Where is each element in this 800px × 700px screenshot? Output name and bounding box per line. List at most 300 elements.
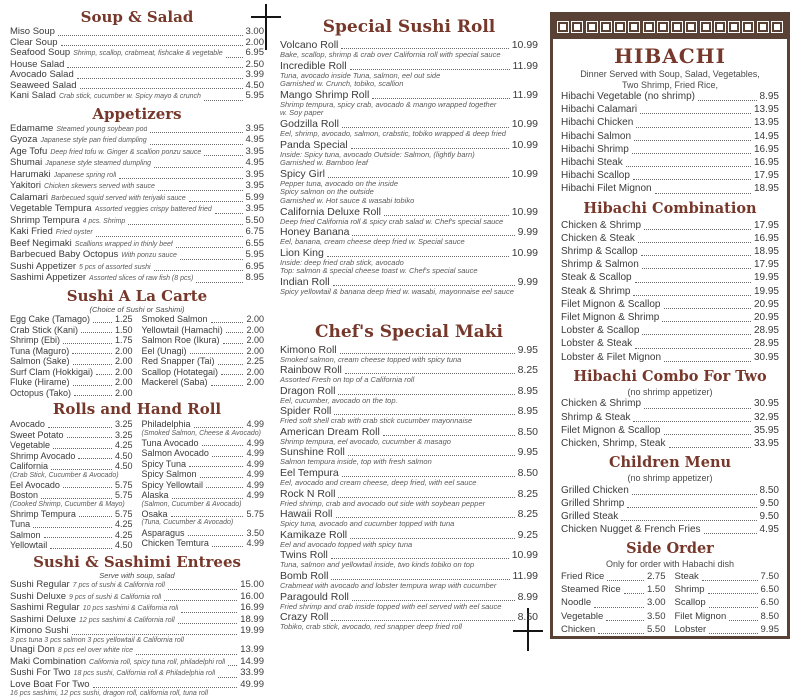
section-items (10, 580, 264, 698)
menu-item-row (142, 490, 265, 501)
leader-dots (73, 385, 112, 386)
leader-dots (81, 332, 112, 333)
item-price: 7.50 (760, 570, 779, 582)
menu-item-row (561, 484, 779, 497)
item-name: California (10, 461, 49, 471)
leader-dots (200, 477, 244, 478)
item-name: Rainbow Roll (280, 364, 342, 377)
menu-item-row (561, 285, 779, 298)
menu-item-row (10, 540, 133, 551)
item-desc-line: Shrimp tempura, eel avocado, cucumber & masago (280, 436, 451, 446)
item-name: Grilled Shrimp (561, 497, 625, 509)
left-column (10, 6, 264, 700)
item-name: Bomb Roll (280, 570, 329, 583)
item-name: Chicken (561, 623, 596, 635)
item-name: Gyoza (10, 134, 38, 145)
leader-dots (641, 255, 751, 256)
item-inline-desc: 9 pcs of sushi & California roll (68, 593, 162, 601)
item-price: 8.25 (517, 487, 538, 500)
item-price: 4.99 (246, 538, 264, 549)
menu-item-row (142, 448, 265, 459)
item-desc-line: Fried soft shell crab with crab stick cucumber mayonnaise (280, 416, 473, 426)
leader-dots (334, 414, 514, 415)
leader-dots (128, 224, 242, 225)
menu-item-row (280, 139, 538, 151)
item-name: Hawaii Roll (280, 508, 333, 521)
item-desc-line: 16 pcs sashimi, 12 pcs sushi, dragon roll, california roll, tuna roll (10, 690, 209, 698)
item-name: Mackerel (Saba) (141, 377, 208, 387)
item-inline-desc: Assorted slices of raw fish (8 pcs) (89, 275, 194, 282)
section-items (561, 484, 779, 537)
leader-dots (188, 535, 244, 536)
item-inline-desc: Scallions wrapped in thinly beef (74, 240, 173, 248)
leader-dots (655, 193, 751, 194)
item-name: Honey Banana (280, 226, 350, 239)
item-name: Vegetable (561, 610, 604, 622)
leader-dots (189, 466, 243, 467)
leader-dots (180, 259, 243, 260)
item-name: Vegetable Tempura (10, 203, 92, 214)
item-price: 8.95 (517, 405, 538, 418)
item-name: American Dream Roll (280, 425, 380, 438)
leader-dots (221, 374, 243, 375)
leader-dots (226, 332, 244, 333)
menu-item-row (10, 530, 133, 541)
item-price: 4.50 (114, 540, 133, 551)
menu-item-row (561, 324, 779, 337)
menu-item-row (561, 219, 779, 232)
leader-dots (333, 285, 515, 286)
menu-item-row (10, 440, 133, 451)
leader-dots (635, 282, 751, 283)
leader-dots (206, 487, 243, 488)
item-inline-desc: Deep fried tofu w. Ginger & scallion ponzu sauce (50, 148, 202, 156)
item-price: 3.95 (245, 168, 264, 180)
leader-dots (350, 69, 510, 70)
item-name: Twins Roll (280, 549, 328, 562)
item-price: 9.99 (517, 226, 538, 239)
menu-item-row (10, 27, 264, 38)
item-price: 2.50 (245, 58, 264, 70)
item-price: 8.50 (517, 611, 538, 624)
ornament-square-icon (614, 21, 626, 33)
item-price: 3.50 (246, 527, 264, 538)
menu-item-row (675, 583, 780, 596)
menu-item-row (561, 351, 779, 364)
item-price: 9.95 (517, 343, 538, 356)
leader-dots (594, 607, 644, 608)
menu-item-row (675, 610, 780, 623)
item-name: Godzilla Roll (280, 117, 339, 130)
leader-dots (211, 385, 244, 386)
section-title: Hibachi Combination (583, 199, 757, 217)
menu-item-row (561, 103, 779, 116)
leader-dots (338, 497, 514, 498)
item-name: Yakitori (10, 180, 41, 191)
leader-dots (336, 517, 515, 518)
menu-section (561, 200, 779, 364)
item-name: Kaki Fried (10, 226, 53, 237)
menu-item-row (142, 528, 265, 539)
item-name: Age Tofu (10, 145, 48, 157)
item-price: 2.00 (114, 356, 133, 366)
menu-item-row (561, 337, 779, 350)
item-price: 9.50 (759, 511, 779, 523)
item-name: Grilled Steak (561, 511, 619, 523)
item-name: Edamame (10, 122, 54, 134)
menu-section (561, 454, 779, 536)
item-price: 8.95 (759, 91, 779, 102)
item-name: Egg Cake (Tamago) (10, 314, 91, 324)
item-desc-line: Inside: deep fried crab stick, avocado (280, 257, 404, 267)
item-price: 20.95 (753, 312, 779, 324)
item-price: 4.95 (245, 157, 264, 168)
leader-dots (63, 487, 112, 488)
item-inline-desc: Crab stick, cucumber w. Spicy mayo & crunch (58, 93, 201, 100)
item-name: Hibachi Shrimp (561, 143, 629, 155)
leader-dots (328, 177, 509, 178)
menu-item-row (561, 397, 779, 410)
menu-section (10, 9, 264, 103)
leader-dots (702, 580, 758, 581)
item-inline-desc: 5 pcs of assorted sushi (79, 263, 151, 271)
leader-dots (664, 308, 751, 309)
ornament-square-icon (700, 21, 712, 33)
item-name: Kimono Sushi (10, 625, 69, 637)
item-name: Fried Rice (561, 570, 605, 582)
item-price: 16.95 (753, 143, 779, 155)
ornament-square-icon (557, 21, 569, 33)
item-inline-desc: 10 pcs sashimi & California roll (82, 605, 179, 613)
section-title: Appetizers (92, 104, 182, 123)
item-name: Hibachi Steak (561, 157, 623, 169)
menu-item-row (561, 570, 666, 583)
leader-dots (41, 498, 112, 499)
item-price: 10.99 (511, 117, 538, 130)
leader-dots (662, 321, 751, 322)
menu-section (10, 554, 264, 698)
menu-item-row (10, 158, 264, 170)
item-name: Eel Avocado (10, 479, 60, 490)
item-inline-desc: Fried oyster (55, 229, 93, 236)
item-price: 2.00 (246, 366, 264, 377)
item-desc-line: Tuna, avocado inside Tuna, salmon, eel out side (280, 70, 441, 80)
item-price: 9.95 (517, 446, 538, 459)
leader-dots (664, 361, 751, 362)
menu-item-row (10, 519, 133, 530)
leader-dots (168, 589, 237, 590)
item-price: 10.99 (511, 246, 538, 259)
item-price: 6.50 (760, 584, 779, 596)
ornament-square-icon (742, 21, 754, 33)
item-name: Shrimp Avocado (10, 450, 76, 461)
leader-dots (96, 374, 112, 375)
item-inline-desc: Assorted veggies crispy battered fried (94, 206, 212, 213)
item-name: Filet Mignon & Scallop (561, 424, 661, 436)
menu-item-row (280, 488, 538, 500)
section-title: Side Order (626, 540, 714, 558)
menu-item-row (561, 130, 779, 143)
item-name: Hibachi Salmon (561, 130, 632, 142)
item-desc-line: Inside: Spicy tuna, avocado Outside: Salmon, (lightly barn) (280, 149, 475, 159)
item-name: Eel (Unagi) (141, 345, 187, 356)
item-desc-line: Eel, cucumber, avocado on the top. (280, 395, 398, 405)
leader-dots (190, 353, 244, 354)
item-name: Volcano Roll (280, 39, 339, 51)
item-price: 3.25 (114, 429, 133, 440)
leader-dots (67, 67, 242, 68)
item-price: 5.99 (245, 191, 264, 203)
item-price: 4.25 (114, 519, 133, 530)
leader-dots (211, 322, 244, 323)
item-name: Rock N Roll (280, 487, 336, 500)
item-name: Steak & Shrimp (561, 285, 631, 297)
ornament-square-icon (643, 21, 655, 33)
item-price: 2.00 (114, 387, 133, 398)
item-price: 4.50 (114, 461, 133, 471)
menu-item-row (561, 596, 666, 609)
section-column (142, 419, 265, 551)
leader-dots (63, 343, 112, 344)
leader-dots (226, 57, 243, 58)
section-column (675, 570, 780, 636)
item-desc-line: (Cooked Shrimp, Cucumber & Mayo) (10, 500, 125, 508)
item-price: 2.00 (246, 324, 264, 335)
leader-dots (72, 353, 112, 354)
menu-item-row (561, 510, 779, 523)
item-name: Filet Mignon (674, 610, 727, 622)
item-price: 4.50 (245, 79, 264, 91)
item-name: Incredible Roll (280, 59, 347, 72)
leader-dots (626, 166, 751, 167)
menu-item-row (10, 346, 133, 357)
item-price: 2.00 (245, 36, 264, 48)
menu-item-row (10, 335, 133, 346)
item-name: Salmon Avocado (141, 448, 209, 459)
leader-dots (331, 558, 509, 559)
item-name: Spider Roll (280, 405, 332, 418)
leader-dots (606, 620, 644, 621)
section-title: Rolls and Hand Roll (52, 400, 222, 418)
item-price: 3.50 (647, 610, 666, 622)
leader-dots (74, 395, 112, 396)
menu-item-row (561, 245, 779, 258)
item-price: 4.95 (759, 524, 779, 536)
section-subtitle: (no shrimp appetizer) (627, 386, 713, 397)
item-desc-line: Fried shrimp and crab inside topped with eel served with eel sauce (280, 601, 502, 611)
item-price: 2.00 (114, 366, 133, 377)
section-title: Children Menu (608, 454, 732, 472)
item-inline-desc: Japanese style pan fried dumpling (40, 137, 147, 144)
menu-item-row (561, 298, 779, 311)
menu-item-row (561, 90, 779, 103)
leader-dots (80, 88, 243, 89)
item-name: Seaweed Salad (10, 79, 77, 91)
item-name: Kani Salad (10, 90, 56, 101)
item-desc-line: Assorted Fresh on top of a California roll (280, 375, 415, 385)
section-title: Hibachi Combo For Two (573, 367, 767, 385)
item-name: Kamikaze Roll (280, 528, 348, 541)
item-price: 5.75 (114, 490, 133, 501)
menu-item-row (142, 459, 265, 470)
leader-dots (189, 201, 243, 202)
menu-item-row (561, 523, 779, 536)
item-name: Sashimi Regular (10, 602, 80, 614)
item-name: Sweet Potato (10, 429, 64, 440)
item-price: 28.95 (753, 325, 779, 337)
leader-dots (93, 322, 112, 323)
menu-item-row (10, 48, 264, 60)
leader-dots (607, 580, 644, 581)
leader-dots (669, 447, 751, 448)
menu-item-row (10, 227, 264, 239)
item-name: Miso Soup (10, 26, 55, 37)
item-price: 30.95 (753, 398, 779, 410)
item-name: Spicy Tuna (141, 458, 187, 469)
section-title: Special Sushi Roll (322, 17, 496, 37)
section-subtitle: Dinner Served with Soup, Salad, Vegetables, (580, 69, 760, 79)
item-price: 8.50 (759, 484, 779, 496)
item-price: 8.25 (517, 508, 538, 521)
item-name: Lobster & Filet Mignon (561, 351, 662, 363)
leader-dots (79, 516, 112, 517)
leader-dots (58, 35, 243, 36)
ornament-square-icon (757, 21, 769, 33)
ornament-square-icon (571, 21, 583, 33)
section-title: Soup & Salad (80, 8, 194, 26)
leader-dots (350, 538, 514, 539)
item-price: 8.25 (517, 364, 538, 377)
item-price: 3.25 (114, 419, 133, 429)
menu-item-row (10, 367, 133, 378)
section-title: Sushi A La Carte (66, 286, 208, 305)
item-name: Crab Stick (Kani) (10, 324, 79, 335)
menu-item-row (10, 135, 264, 147)
item-name: Hibachi Vegetable (no shrimp) (561, 91, 695, 102)
leader-dots (96, 236, 243, 237)
item-price: 8.50 (517, 425, 538, 438)
item-name: Beef Negimaki (10, 237, 72, 249)
leader-dots (342, 476, 515, 477)
leader-dots (708, 593, 758, 594)
menu-item-row (10, 91, 264, 103)
item-desc-line: Top: salmon & special cheese toast w. Chef's special sauce (280, 266, 478, 276)
item-desc-line: Salmon tempura inside, top with fresh salmon (280, 457, 432, 467)
item-name: Scallop (674, 597, 706, 609)
item-name: Steak (674, 570, 699, 582)
leader-dots (331, 620, 514, 621)
item-price: 16.00 (240, 590, 264, 602)
item-price: 10.99 (511, 167, 538, 180)
menu-item-row (142, 538, 265, 549)
item-desc-line: Pepper tuna, avocado on the inside (280, 178, 399, 188)
menu-item-row (10, 70, 264, 81)
item-name: Shrimp & Salmon (561, 259, 639, 271)
menu-item-row (10, 314, 133, 325)
item-name: Lobster & Steak (561, 338, 633, 350)
section-subtitle: Two Shrimp, Fried Rice, (621, 79, 719, 90)
item-price: 3.95 (245, 203, 264, 214)
item-price: 9.99 (517, 275, 538, 288)
item-price: 4.99 (246, 490, 264, 501)
item-price: 16.95 (753, 157, 779, 169)
item-price: 13.95 (753, 104, 779, 116)
leader-dots (158, 190, 243, 191)
item-price: 4.99 (246, 419, 264, 429)
menu-item-row (675, 623, 780, 636)
leader-dots (204, 155, 242, 156)
leader-dots (633, 295, 750, 296)
menu-section (561, 368, 779, 450)
ornament-square-icon (657, 21, 669, 33)
item-price: 5.50 (647, 623, 666, 635)
leader-dots (351, 148, 509, 149)
leader-dots (212, 546, 244, 547)
item-price: 2.00 (114, 345, 133, 356)
ornament-square-icon (628, 21, 640, 33)
item-name: Shrimp & Steak (561, 411, 631, 423)
item-price: 2.25 (246, 356, 264, 366)
menu-item-row (10, 170, 264, 182)
item-name: Eel Tempura (280, 467, 339, 480)
leader-dots (633, 179, 751, 180)
item-price: 5.50 (245, 214, 264, 226)
item-price: 8.50 (517, 467, 538, 480)
item-name: Hibachi Calamari (561, 104, 638, 116)
item-desc-line: (Crab Stick, Cucumber & Avocado) (10, 471, 119, 479)
item-desc-line: Spicy salmon on the outside (280, 187, 374, 197)
leader-dots (212, 456, 244, 457)
ornament-square-icon (714, 21, 726, 33)
item-price: 5.75 (246, 508, 264, 519)
item-name: Philadelphia (141, 419, 191, 429)
leader-dots (372, 98, 509, 99)
leader-dots (644, 229, 751, 230)
item-price: 8.50 (760, 610, 779, 622)
item-desc-line: (Salmon, Cucumber & Avocado) (141, 500, 242, 508)
item-price: 13.99 (240, 644, 264, 656)
menu-item-row (142, 469, 265, 480)
item-name: Avocado (10, 419, 45, 429)
menu-item-row (10, 388, 133, 399)
menu-item-row (561, 437, 779, 450)
item-price: 3.95 (245, 122, 264, 134)
item-name: Indian Roll (280, 275, 330, 288)
section-columns (10, 419, 264, 551)
item-name: Chicken & Shrimp (561, 398, 642, 410)
item-price: 18.95 (753, 183, 779, 195)
leader-dots (136, 654, 237, 655)
item-name: Shrimp Tempura (10, 214, 80, 226)
item-inline-desc: Shrimp, scallop, crabmeat, fishcake & vegetable (73, 50, 223, 57)
item-name: Chicken Temtura (141, 538, 209, 549)
item-name: Lobster & Scallop (561, 325, 640, 337)
item-price: 2.75 (647, 570, 666, 582)
section-title: HIBACHI (614, 44, 726, 68)
item-name: Smoked Salmon (141, 314, 208, 324)
section-column (10, 314, 133, 398)
item-price: 2.00 (246, 377, 264, 387)
leader-dots (215, 213, 243, 214)
item-name: Unagi Don (10, 644, 55, 656)
item-price: 17.95 (753, 219, 779, 231)
menu-item-row (675, 570, 780, 583)
item-name: Chicken & Steak (561, 232, 635, 244)
item-name: Chicken Nugget & French Fries (561, 524, 701, 536)
item-name: Salmon (10, 529, 41, 540)
leader-dots (352, 235, 514, 236)
item-price: 19.95 (753, 272, 779, 284)
